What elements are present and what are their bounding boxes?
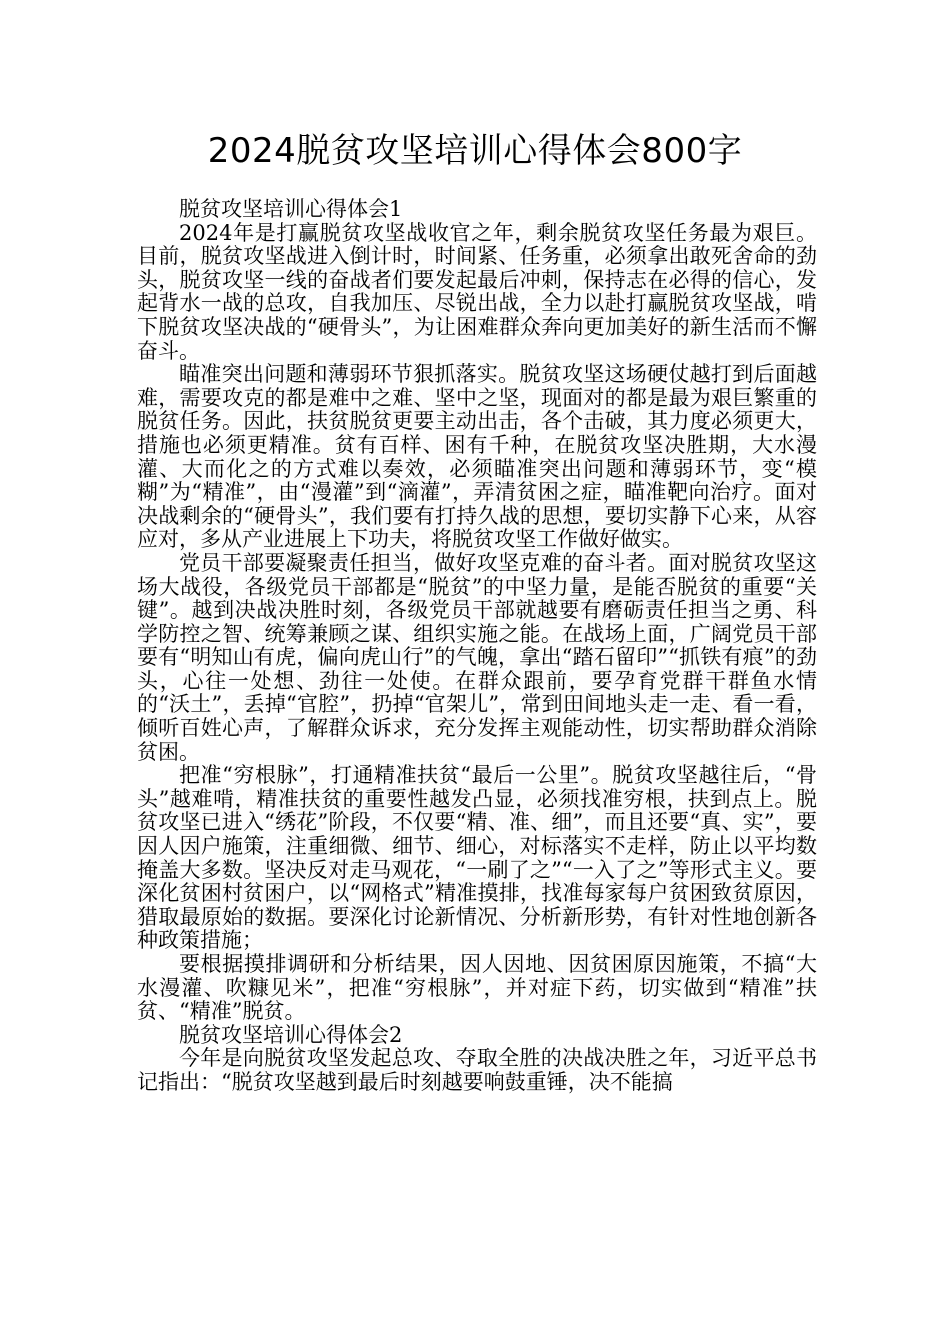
section-heading-1: 脱贫攻坚培训心得体会1 [179, 197, 403, 221]
body-paragraph: 2024年是打赢脱贫攻坚战收官之年，剩余脱贫攻坚任务最为艰巨。目前，脱贫攻坚战进入倒计时，时间紧、任务重，必须拿出敢死舍命的劲头，脱贫攻坚一线的奋战者们要发起最后冲刺，保持志在必得的信心，发起背水一战的总攻，自我加压、尽锐出战，全力以赴打赢脱贫攻坚战，啃下脱贫攻坚决战的“硬骨头”，为让困难群众奔向更加美好的新生活而不懈奋斗。 [137, 220, 817, 363]
body-paragraph: 党员干部要凝聚责任担当，做好攻坚克难的奋斗者。面对脱贫攻坚这场大战役，各级党员干部都是“脱贫”的中坚力量，是能否脱贫的重要“关键”。越到决战决胜时刻，各级党员干部就越要有磨砺责任担当之勇、科学防控之智、统筹兼顾之谋、组织实施之能。在战场上面，广阔党员干部要有“明知山有虎，偏向虎山行”的气魄，拿出“踏石留印”“抓铁有痕”的劲头，心往一处想、劲往一处使。在群众跟前，要孕育党群干群鱼水情的“沃土”，丢掉“官腔”，扔掉“官架儿”，常到田间地头走一走、看一看，倾听百姓心声，了解群众诉求，充分发挥主观能动性，切实帮助群众消除贫困。 [137, 550, 817, 764]
section-heading-2: 脱贫攻坚培训心得体会2 [179, 1022, 403, 1047]
document-title: 2024脱贫攻坚培训心得体会800字 [207, 131, 743, 171]
document-body [137, 198, 817, 1095]
body-paragraph: 要根据摸排调研和分析结果，因人因地、因贫困原因施策，不搞“大水漫灌、吹糠见米”，把准“穷根脉”，并对症下药，切实做到“精准”扶贫、“精准”脱贫。 [137, 952, 817, 1024]
body-paragraph: 今年是向脱贫攻坚发起总攻、夺取全胜的决战决胜之年，习近平总书记指出：“脱贫攻坚越到最后时刻越要响鼓重锤，决不能搞 [137, 1046, 817, 1094]
body-paragraph: 瞄准突出问题和薄弱环节狠抓落实。脱贫攻坚这场硬仗越打到后面越难，需要攻克的都是难中之难、坚中之坚，现面对的都是最为艰巨繁重的脱贫任务。因此，扶贫脱贫更要主动出击，各个击破，其力度必须更大，措施也必须更精准。贫有百样、困有千种，在脱贫攻坚决胜期，大水漫灌、大而化之的方式难以奏效，必须瞄准突出问题和薄弱环节，变“模糊”为“精准”，由“漫灌”到“滴灌”，弄清贫困之症，瞄准靶向治疗。面对决战剩余的“硬骨头”，我们要有打持久战的思想，要切实静下心来，从容应对，多从产业进展上下功夫，将脱贫攻坚工作做好做实。 [137, 362, 817, 552]
body-paragraph: 把准“穷根脉”，打通精准扶贫“最后一公里”。脱贫攻坚越往后，“骨头”越难啃，精准扶贫的重要性越发凸显，必须找准穷根，扶到点上。脱贫攻坚已进入“绣花”阶段，不仅要“精、准、细”，而且还要“真、实”，要因人因户施策，注重细微、细节、细心，对标落实不走样，防止以平均数掩盖大多数。坚决反对走马观花，“一刷了之”“一入了之”等形式主义。要深化贫困村贫困户，以“网格式”精准摸排，找准每家每户贫困致贫原因，猎取最原始的数据。要深化讨论新情况、分析新形势，有针对性地创新各种政策措施； [137, 763, 817, 953]
